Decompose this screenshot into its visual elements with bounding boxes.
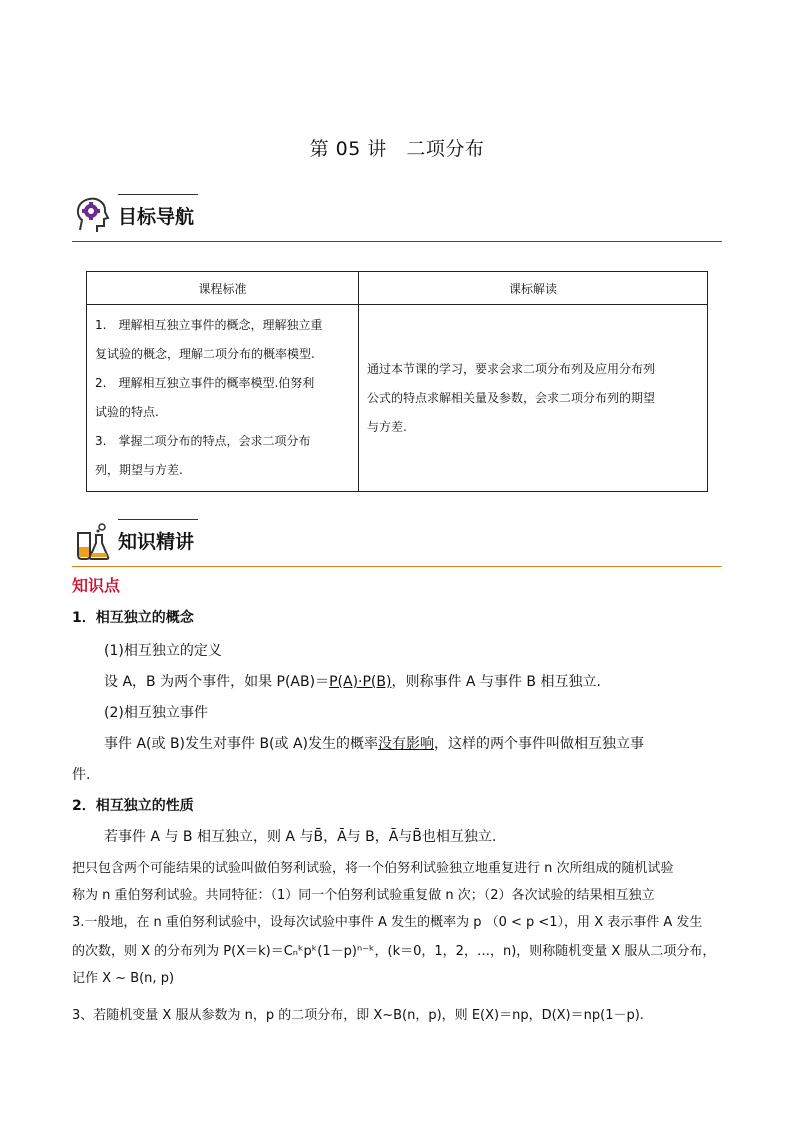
- section-title: 知识精讲: [118, 531, 195, 553]
- paragraph: 把只包含两个可能结果的试验叫做伯努利试验，将一个伯努利试验独立地重复进行 n 次所组成的随机试验: [72, 861, 674, 876]
- text-segment: 设 A，B 为两个事件，如果 P(AB)＝: [104, 674, 330, 690]
- cell-line: 列，期望与方差.: [95, 463, 183, 477]
- section-title: 目标导航: [118, 206, 195, 228]
- column-header: 课程标准: [87, 272, 359, 305]
- cell-line: 3. 掌握二项分布的特点，会求二项分布: [95, 434, 311, 448]
- paragraph: 件.: [72, 767, 91, 783]
- text-segment: ，这样的两个事件叫做相互独立事: [434, 736, 645, 752]
- text-segment: ，则称事件 A 与事件 B 相互独立.: [391, 674, 601, 690]
- header-top-rule: [118, 519, 198, 520]
- cell-line: 公式的特点求解相关量及参数，会求二项分布列的期望: [367, 390, 656, 405]
- cell-line: 2. 理解相互独立事件的概率模型.伯努利: [95, 376, 315, 390]
- column-header: 课标解读: [359, 272, 708, 305]
- definition-line: [104, 733, 644, 753]
- section-header-goals: [72, 194, 722, 242]
- section-rule: [72, 241, 722, 242]
- section-header-knowledge: [72, 519, 722, 567]
- standards-cell: [87, 305, 359, 492]
- cell-line: 通过本节课的学习，要求会求二项分布列及应用分布列: [367, 361, 656, 376]
- section-rule: [72, 566, 722, 567]
- flask-icon: [72, 521, 112, 561]
- paragraph: 3、若随机变量 X 服从参数为 n，p 的二项分布，即 X~B(n，p)，则 E(X)＝np，D(X)＝np(1－p).: [72, 1008, 644, 1023]
- paragraph: 称为 n 重伯努利试验。共同特征：（1）同一个伯努利试验重复做 n 次；（2）各次试验的结果相互独立: [72, 888, 655, 903]
- interpretation-cell: [359, 305, 708, 492]
- knowledge-subheading: 知识点: [72, 576, 121, 595]
- definition-line: [104, 671, 601, 691]
- paragraph: (2)相互独立事件: [104, 705, 208, 721]
- table-row: [87, 305, 708, 492]
- underlined-phrase: 没有影响: [378, 736, 435, 752]
- text-segment: 事件 A(或 B)发生对事件 B(或 A)发生的概率: [104, 736, 379, 752]
- cell-line: 复试验的概念，理解二项分布的概率模型.: [95, 347, 315, 361]
- paragraph: 的次数，则 X 的分布列为 P(X＝k)＝Cₙᵏpᵏ(1－p)ⁿ⁻ᵏ，(k＝0，1，2，…，n)，则称随机变量 X 服从二项分布，: [72, 944, 716, 959]
- page-title: 第 05 讲 二项分布: [309, 138, 485, 160]
- paragraph: 若事件 A 与 B 相互独立，则 A 与B̄，Ā与 B，Ā与B̄也相互独立.: [104, 829, 497, 845]
- heading-independence-properties: 2．相互独立的性质: [72, 798, 194, 814]
- curriculum-table: [86, 271, 708, 492]
- paragraph: 记作 X ~ B(n, p): [72, 971, 175, 986]
- head-gear-icon: [72, 196, 112, 236]
- cell-line: 与方差.: [367, 419, 407, 434]
- cell-line: 1. 理解相互独立事件的概念，理解独立重: [95, 318, 323, 332]
- heading-independence-concept: 1．相互独立的概念: [72, 610, 194, 626]
- header-top-rule: [118, 194, 198, 195]
- paragraph: 3.一般地，在 n 重伯努利试验中，设每次试验中事件 A 发生的概率为 p （0 < p <1），用 X 表示事件 A 发生: [72, 915, 703, 930]
- table-header-row: [87, 272, 708, 305]
- paragraph: (1)相互独立的定义: [104, 643, 222, 659]
- cell-line: 试验的特点.: [95, 405, 159, 419]
- formula-underlined: P(A)·P(B): [329, 674, 392, 690]
